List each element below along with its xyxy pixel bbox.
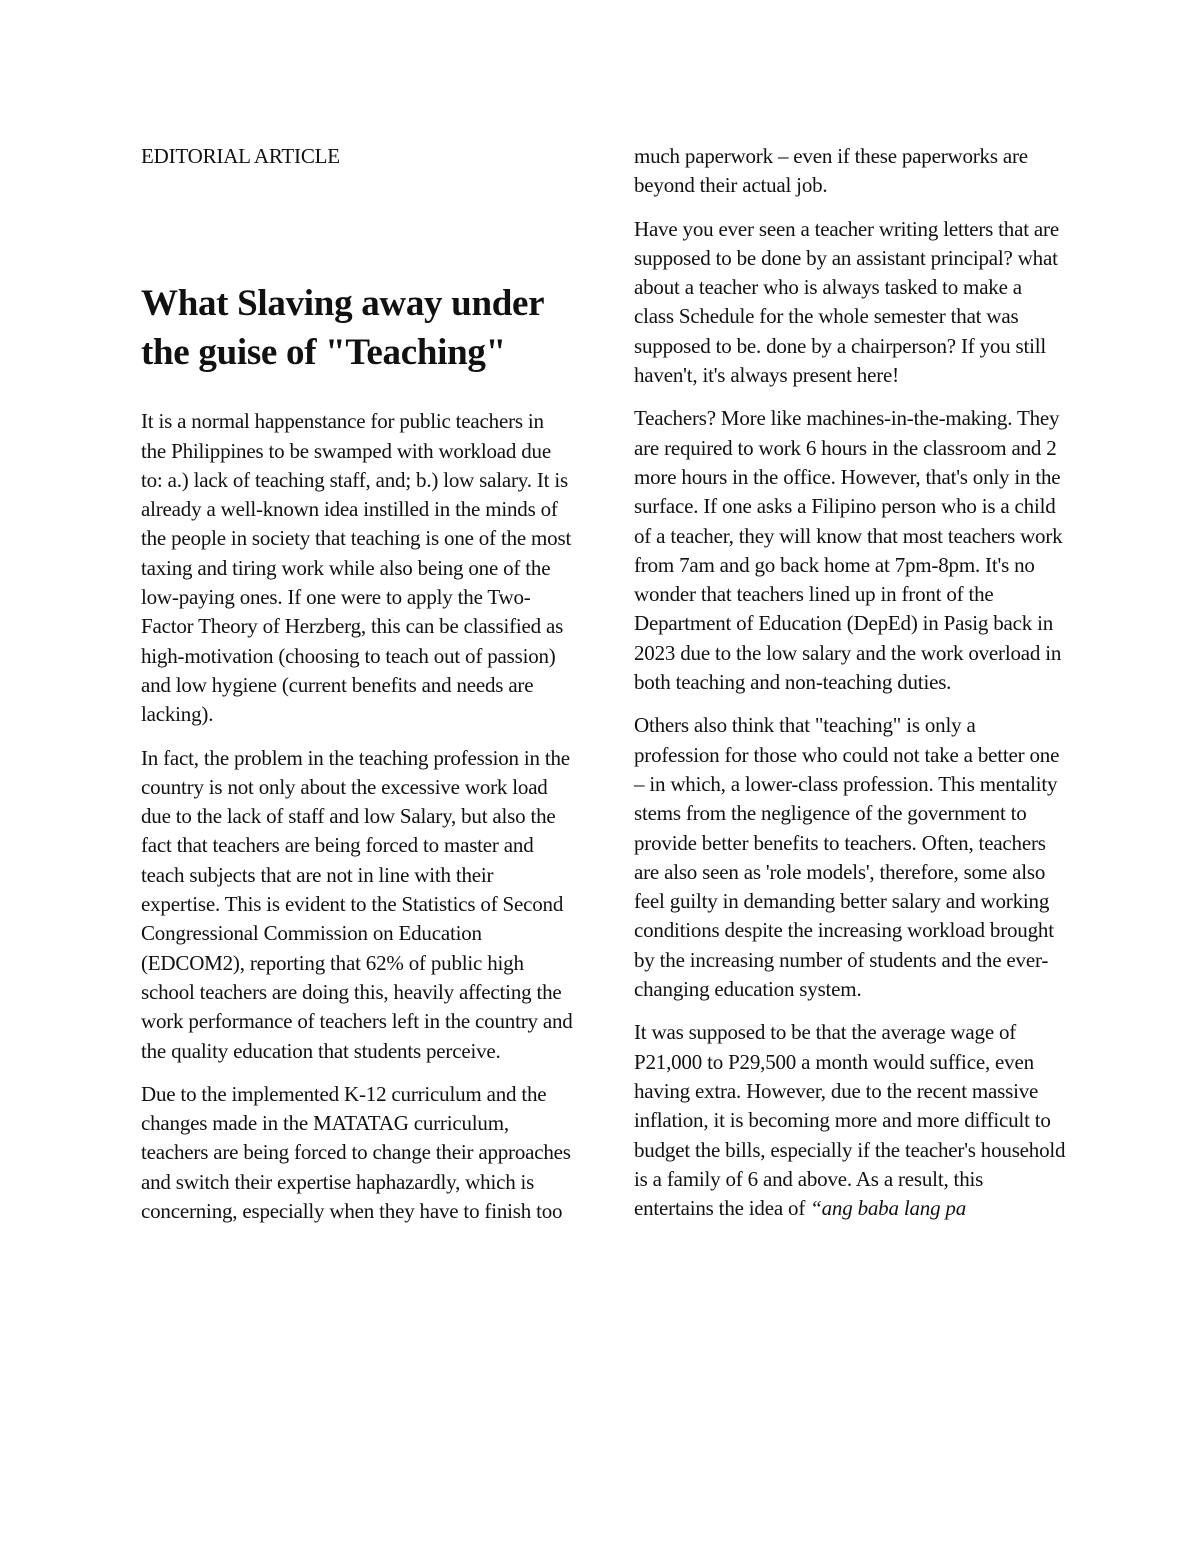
body-paragraph: In fact, the problem in the teaching profession in the country is not only about the excessive work load due to the lack of staff and low Salary, but also the fact that teachers are being forced to master and teach subjects that are not in line with their expertise. This is evident to the Statistics of Second Congressional Commission on Education (EDCOM2), reporting that 62% of public high school teachers are doing this, heavily affecting the work performance of teachers left in the country and the quality education that students perceive. (141, 745, 573, 1063)
article-title: What Slaving away under the guise of "Teaching" (141, 283, 544, 374)
body-paragraph: It is a normal happenstance for public teachers in the Philippines to be swamped with workload due to: a.) lack of teaching staff, and; b.) low salary. It is already a well-known idea instilled in the minds of the people in society that teaching is one of the most taxing and tiring work while also being one of the low-paying ones. If one were to apply the Two-Factor Theory of Herzberg, this can be classified as high-motivation (choosing to teach out of passion) and low hygiene (current benefits and needs are lacking). (141, 409, 572, 727)
body-paragraph: much paperwork – even if these paperworks are beyond their actual job. (634, 144, 1028, 198)
body-text: It was supposed to be that the average wage of P21,000 to P29,500 a month would suffice, even having extra. However, due to the recent massive inflation, it is becoming more and more difficult to budget the bills, especially if the teacher's household is a family of 6 and above. As a result, this entertains the idea of (634, 1020, 1066, 1221)
body-paragraph: Due to the implemented K-12 curriculum and the changes made in the MATATAG curriculum, teachers are being forced to change their approaches and switch their expertise haphazardly, which is concerning, especially when they have to finish too (141, 1081, 571, 1224)
body-paragraph: Others also think that "teaching" is only a profession for those who could not take a better one – in which, a lower-class profession. This mentality stems from the negligence of the government to provide better benefits to teachers. Often, teachers are also seen as 'role models', therefore, some also feel guilty in demanding better salary and working conditions despite the increasing workload brought by the increasing number of students and the ever-changing education system. (634, 713, 1060, 1002)
body-paragraph-last (634, 1018, 1066, 1223)
body-paragraph: Have you ever seen a teacher writing letters that are supposed to be done by an assistant principal? what about a teacher who is always tasked to make a class Schedule for the whole semester that was supposed to be. done by a chairperson? If you still haven't, it's always present here! (634, 216, 1059, 388)
body-paragraph: Teachers? More like machines-in-the-making. They are required to work 6 hours in the classroom and 2 more hours in the office. However, that's only in the surface. If one asks a Filipino person who is a child of a teacher, they will know that most teachers work from 7am and go back home at 7pm-8pm. It's no wonder that teachers lined up in front of the Department of Education (DepEd) in Pasig back in 2023 due to the low salary and the work overload in both teaching and non-teaching duties. (634, 406, 1063, 695)
italic-quote: “ang baba lang pa (810, 1196, 967, 1221)
section-kicker: EDITORIAL ARTICLE (141, 144, 340, 168)
left-column (141, 142, 573, 1240)
right-column (634, 142, 1066, 1237)
